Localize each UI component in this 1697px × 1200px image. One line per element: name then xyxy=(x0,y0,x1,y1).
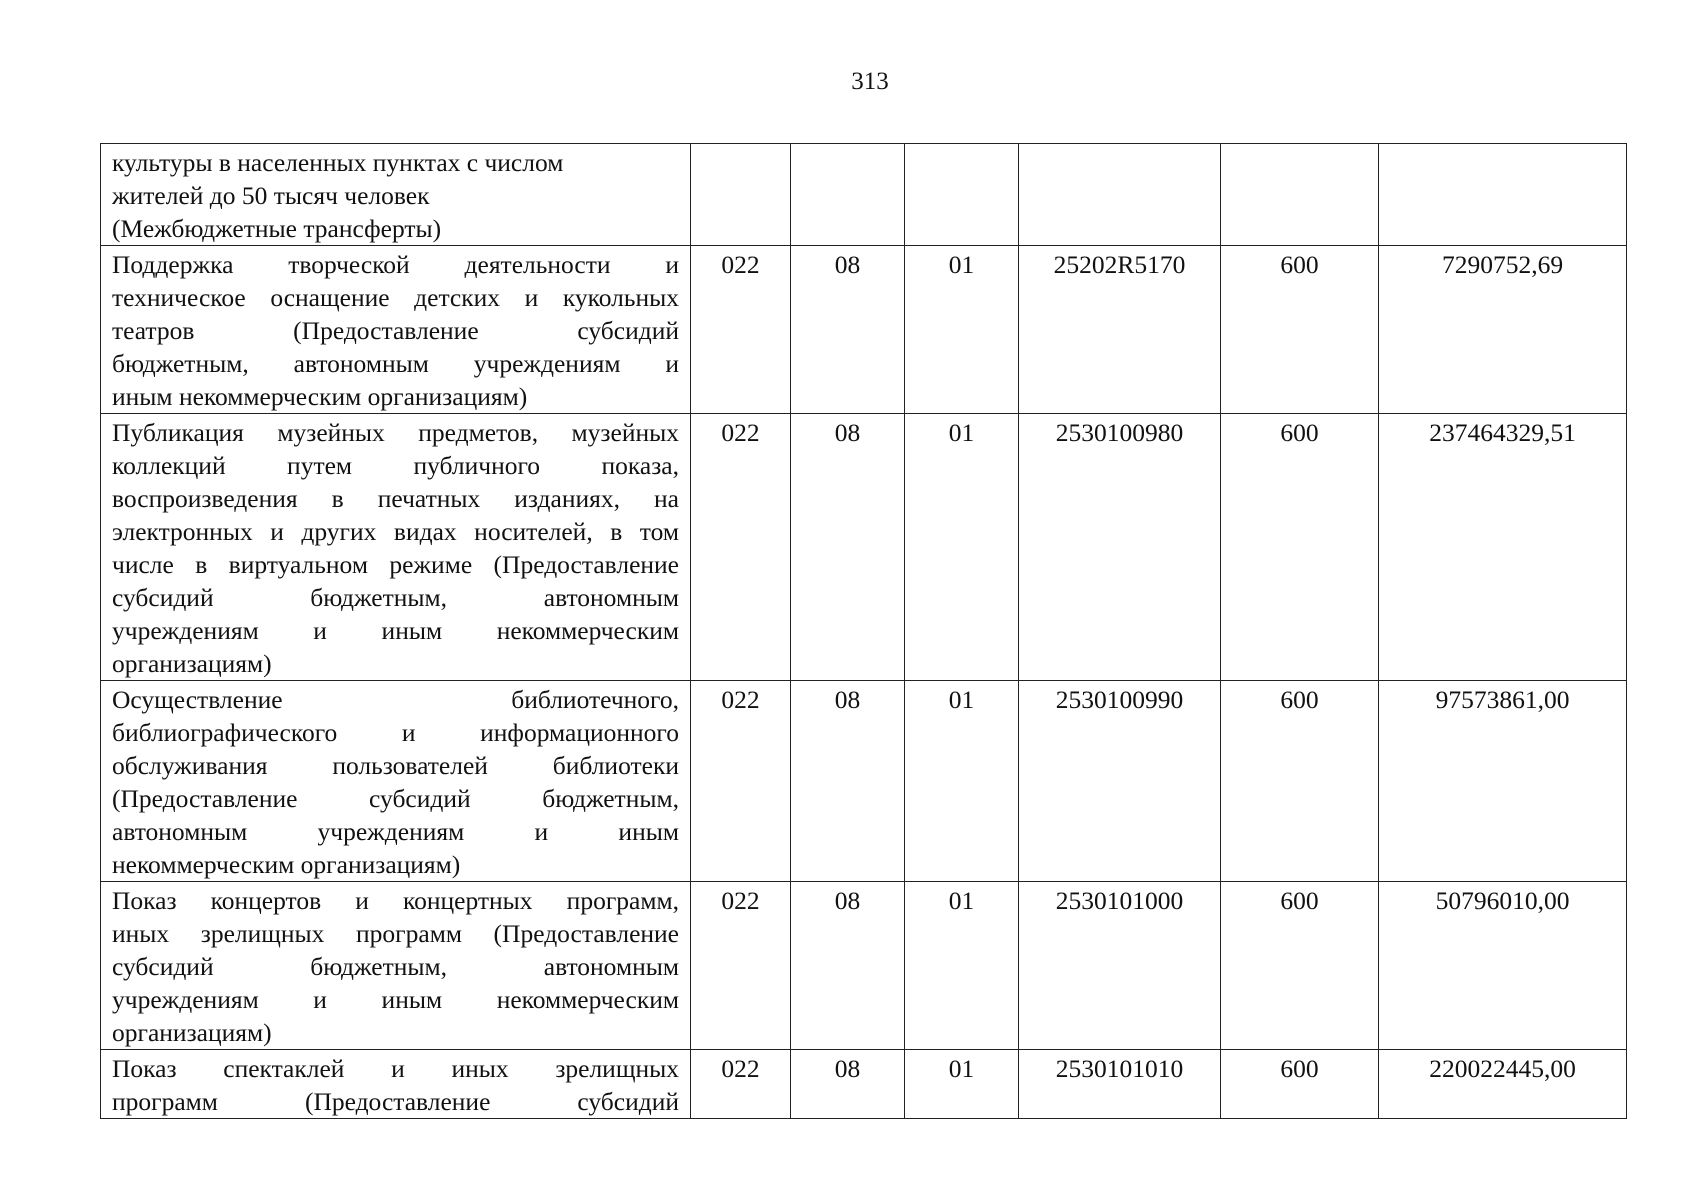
table-row xyxy=(101,1050,1627,1119)
section-code: 08 xyxy=(791,1050,905,1119)
description-line: жителей до 50 тысяч человек xyxy=(112,181,430,210)
description-line: бюджетным, автономным учреждениям и xyxy=(112,349,679,378)
expense-type-code: 600 xyxy=(1221,246,1379,414)
item-description xyxy=(101,414,691,681)
amount: 220022445,00 xyxy=(1379,1050,1627,1119)
table-row xyxy=(101,681,1627,882)
amount: 50796010,00 xyxy=(1379,882,1627,1050)
amount: 97573861,00 xyxy=(1379,681,1627,882)
description-line: обслуживания пользователей библиотеки xyxy=(112,751,679,780)
description-line: театров (Предоставление субсидий xyxy=(112,316,679,345)
grbs-code: 022 xyxy=(691,1050,791,1119)
subsection-code: 01 xyxy=(905,681,1019,882)
grbs-code: 022 xyxy=(691,882,791,1050)
section-code: 08 xyxy=(791,681,905,882)
grbs-code: 022 xyxy=(691,681,791,882)
expense-type-code: 600 xyxy=(1221,681,1379,882)
description-line: числе в виртуальном режиме (Предоставление xyxy=(112,550,679,579)
description-line: (Межбюджетные трансферты) xyxy=(112,214,442,243)
description-line: субсидий бюджетным, автономным xyxy=(112,583,679,612)
table-row xyxy=(101,414,1627,681)
description-line: организациям) xyxy=(112,1018,272,1047)
grbs-code: 022 xyxy=(691,414,791,681)
subsection-code: 01 xyxy=(905,882,1019,1050)
description-line: электронных и других видах носителей, в том xyxy=(112,517,679,546)
subsection-code xyxy=(905,144,1019,246)
description-line: программ (Предоставление субсидий xyxy=(112,1087,679,1116)
section-code: 08 xyxy=(791,246,905,414)
description-line: организациям) xyxy=(112,649,272,678)
item-description xyxy=(101,246,691,414)
description-line: Показ спектаклей и иных зрелищных xyxy=(112,1054,679,1083)
description-line: техническое оснащение детских и кукольных xyxy=(112,283,679,312)
subsection-code: 01 xyxy=(905,246,1019,414)
table-row xyxy=(101,882,1627,1050)
subsection-code: 01 xyxy=(905,414,1019,681)
item-description xyxy=(101,681,691,882)
description-line: некоммерческим организациям) xyxy=(112,850,461,879)
amount: 7290752,69 xyxy=(1379,246,1627,414)
description-line: Публикация музейных предметов, музейных xyxy=(112,418,679,447)
amount xyxy=(1379,144,1627,246)
budget-table xyxy=(100,143,1627,1119)
item-description xyxy=(101,144,691,246)
expense-type-code: 600 xyxy=(1221,414,1379,681)
table-row xyxy=(101,144,1627,246)
description-line: (Предоставление субсидий бюджетным, xyxy=(112,784,679,813)
section-code: 08 xyxy=(791,414,905,681)
expense-type-code: 600 xyxy=(1221,1050,1379,1119)
grbs-code: 022 xyxy=(691,246,791,414)
expense-type-code: 600 xyxy=(1221,882,1379,1050)
target-article-code: 2530100980 xyxy=(1019,414,1221,681)
target-article-code: 25202R5170 xyxy=(1019,246,1221,414)
description-line: воспроизведения в печатных изданиях, на xyxy=(112,484,679,513)
description-line: учреждениям и иным некоммерческим xyxy=(112,985,679,1014)
target-article-code: 2530100990 xyxy=(1019,681,1221,882)
description-line: иных зрелищных программ (Предоставление xyxy=(112,919,679,948)
description-line: Осуществление библиотечного, xyxy=(112,685,679,714)
target-article-code: 2530101010 xyxy=(1019,1050,1221,1119)
description-line: коллекций путем публичного показа, xyxy=(112,451,679,480)
item-description xyxy=(101,882,691,1050)
table-row xyxy=(101,246,1627,414)
description-line: субсидий бюджетным, автономным xyxy=(112,952,679,981)
grbs-code xyxy=(691,144,791,246)
target-article-code: 2530101000 xyxy=(1019,882,1221,1050)
description-line: иным некоммерческим организациям) xyxy=(112,382,528,411)
description-line: культуры в населенных пунктах с числом xyxy=(112,148,564,177)
description-line: Поддержка творческой деятельности и xyxy=(112,250,679,279)
section-code xyxy=(791,144,905,246)
description-line: автономным учреждениям и иным xyxy=(112,817,679,846)
page-number: 313 xyxy=(851,68,889,95)
item-description xyxy=(101,1050,691,1119)
description-line: учреждениям и иным некоммерческим xyxy=(112,616,679,645)
description-line: Показ концертов и концертных программ, xyxy=(112,886,679,915)
expense-type-code xyxy=(1221,144,1379,246)
subsection-code: 01 xyxy=(905,1050,1019,1119)
section-code: 08 xyxy=(791,882,905,1050)
amount: 237464329,51 xyxy=(1379,414,1627,681)
description-line: библиографического и информационного xyxy=(112,718,679,747)
target-article-code xyxy=(1019,144,1221,246)
